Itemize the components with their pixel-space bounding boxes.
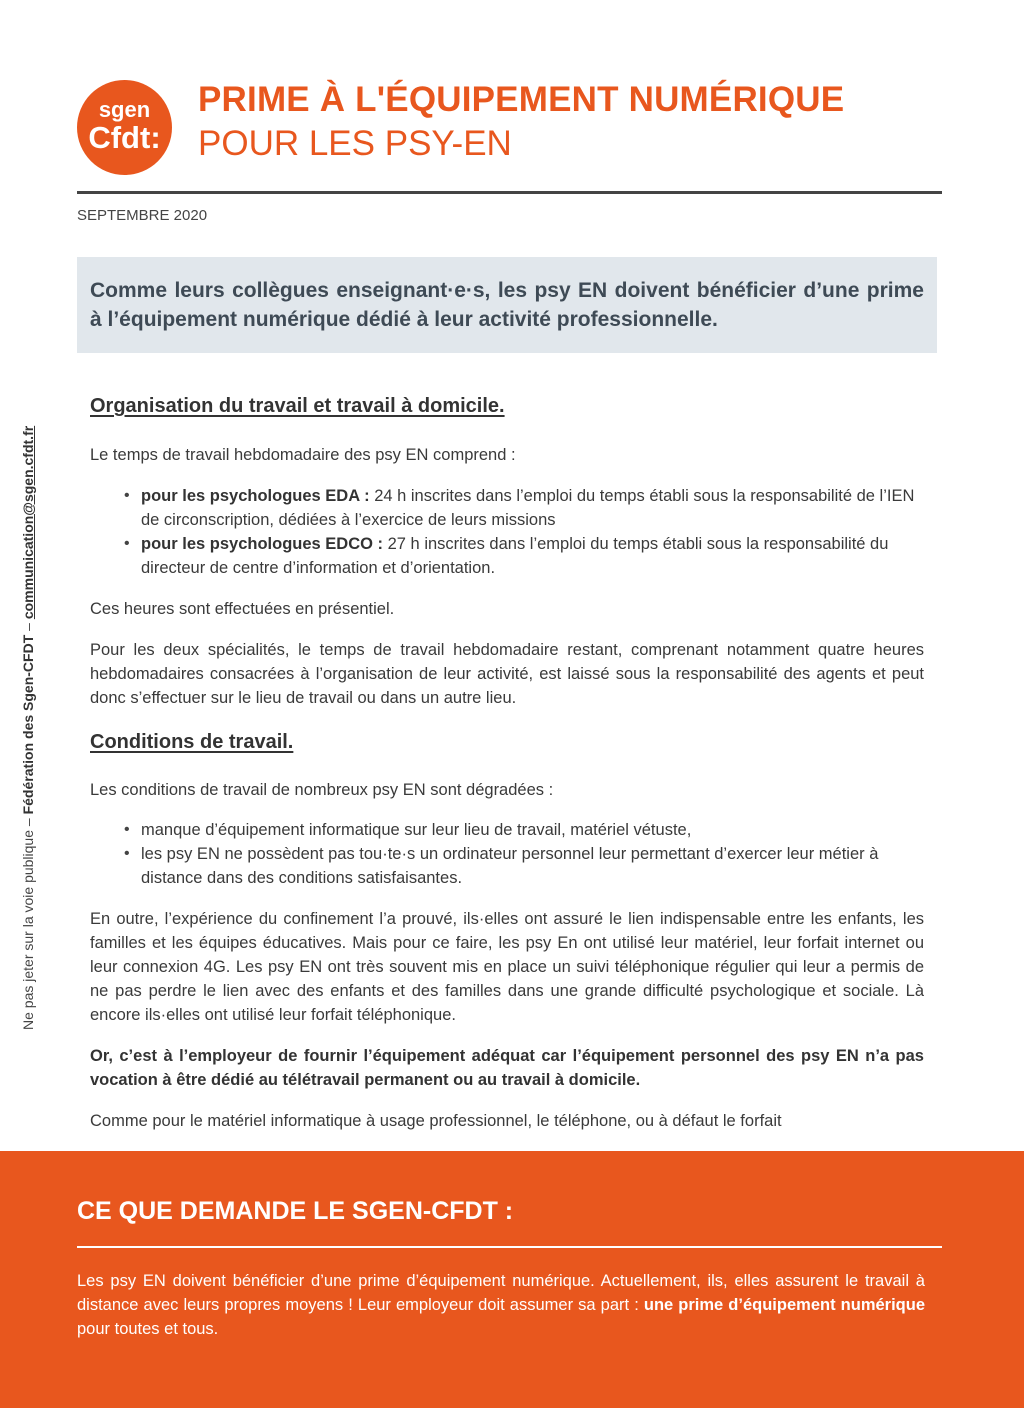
- sidebar-federation: Fédération des Sgen-CFDT: [20, 634, 36, 815]
- main-content: [90, 395, 924, 1150]
- page-subtitle: POUR LES PSY-EN: [198, 124, 512, 163]
- section2-paragraph-1: Les conditions de travail de nombreux psy EN sont dégradées :: [90, 781, 554, 799]
- publication-date: SEPTEMBRE 2020: [77, 207, 208, 224]
- header-divider: [77, 191, 942, 194]
- list-item: [124, 532, 924, 580]
- list-item-text: 27 h inscrites dans l’emploi du temps établi sous la responsabilité du directeur de centre d’information et d’orientation.: [141, 535, 889, 577]
- page-title: PRIME À L'ÉQUIPEMENT NUMÉRIQUE: [198, 80, 845, 119]
- sidebar-email-link[interactable]: communication@sgen.cfdt.fr: [20, 425, 36, 620]
- section1-paragraph-2: Ces heures sont effectuées en présentiel.: [90, 600, 395, 618]
- section1-bullet-list: [90, 484, 924, 580]
- logo-line1: sgen: [98, 96, 151, 122]
- sidebar-vertical-text: [20, 330, 36, 1030]
- sidebar-separator: –: [20, 619, 36, 635]
- list-item-strong: pour les psychologues EDCO :: [141, 535, 388, 553]
- demand-text-part2: pour toutes et tous.: [77, 1320, 219, 1338]
- intro-box: [77, 257, 937, 353]
- list-item: [124, 484, 924, 532]
- list-item: • manque d’équipement informatique sur leur lieu de travail, matériel vétuste,: [124, 818, 924, 842]
- list-item: • les psy EN ne possèdent pas tou·te·s un ordinateur personnel leur permettant d’exercer leur métier à distance dans des conditions satisfaisantes.: [124, 842, 924, 890]
- logo-line2: Cfdt:: [88, 119, 161, 155]
- sgen-cfdt-logo: [77, 80, 172, 175]
- demand-panel: [0, 1151, 1024, 1408]
- section1-paragraph-3: Pour les deux spécialités, le temps de travail hebdomadaire restant, comprenant notamment quatre heures hebdomadaires consacrées à l’organisation de leur activité, est laissé sous la responsabilité des agents et peut donc s’effectuer sur le lieu de travail ou dans un autre lieu.: [90, 641, 924, 707]
- demand-text: [77, 1269, 925, 1341]
- section2-paragraph-2: En outre, l’expérience du confinement l’a prouvé, ils·elles ont assuré le lien indispensable entre les enfants, les familles et les équipes éducatives. Mais pour ce faire, les psy En ont utilisé leur matériel, leur forfait internet ou leur connexion 4G. Les psy EN ont très souvent mis en place un suivi téléphonique régulier qui leur a permis de ne pas perdre le lien avec des enfants et des familles dans une grande difficulté psychologique et sociale. Là encore ils·elles ont utilisé leur forfait téléphonique.: [90, 910, 924, 1024]
- demand-text-part1: Les psy EN doivent bénéficier d’une prime d’équipement numérique. Actuellement, ils, elles assurent le travail à distance avec leurs propres moyens ! Leur employeur doit assumer sa part :: [77, 1272, 925, 1314]
- section1-heading: Organisation du travail et travail à domicile.: [90, 395, 505, 417]
- demand-divider: [77, 1246, 942, 1248]
- section1-paragraph-1: Le temps de travail hebdomadaire des psy EN comprend :: [90, 446, 516, 464]
- sidebar-notice: Ne pas jeter sur la voie publique –: [20, 814, 36, 1030]
- list-item-strong: pour les psychologues EDA :: [141, 487, 375, 505]
- intro-text: Comme leurs collègues enseignant·e·s, les psy EN doivent bénéficier d’une prime à l’équipement numérique dédié à leur activité professionnelle.: [90, 279, 924, 331]
- demand-text-strong: une prime d’équipement numérique: [643, 1296, 925, 1314]
- section2-heading: Conditions de travail.: [90, 731, 294, 753]
- section2-paragraph-4: Comme pour le matériel informatique à usage professionnel, le téléphone, ou à défaut le forfait: [90, 1112, 782, 1130]
- list-item-text: 24 h inscrites dans l’emploi du temps établi sous la responsabilité de l’IEN de circonscription, dédiées à l’exercice de leurs missions: [141, 487, 915, 529]
- section2-bullet-list: [90, 818, 924, 890]
- section2-paragraph-3: Or, c’est à l’employeur de fournir l’équipement adéquat car l’équipement personnel des psy EN n’a pas vocation à être dédié au télétravail permanent ou au travail à domicile.: [90, 1047, 924, 1089]
- demand-heading: CE QUE DEMANDE LE SGEN-CFDT :: [77, 1197, 514, 1225]
